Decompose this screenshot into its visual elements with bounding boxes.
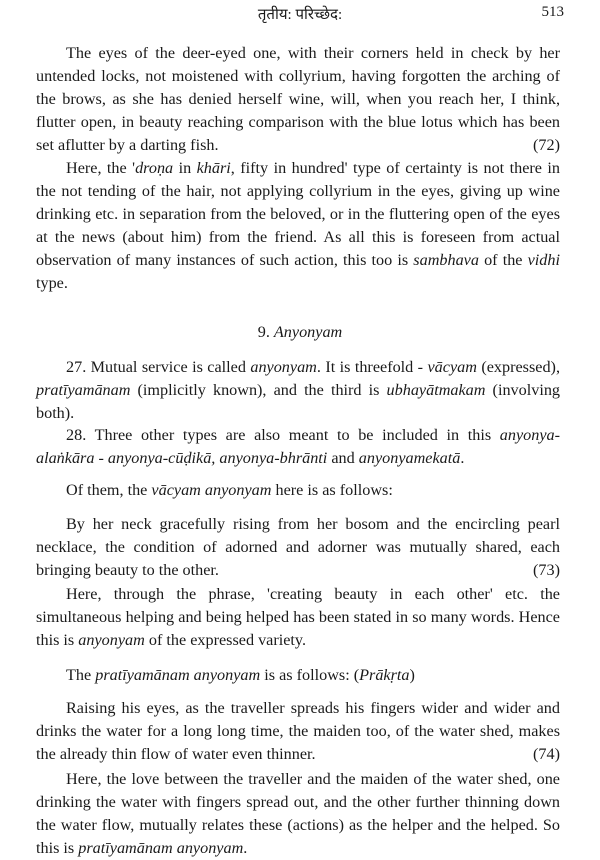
term-sambhava: sambhava: [413, 251, 479, 269]
paragraph-28: 28. Three other types are also meant to be included in this anyonya-alaṅkāra - anyonya-cūḍikā, anyonya-bhrānti and anyonyamekatā.: [36, 426, 560, 467]
term-drona: droṇa: [135, 159, 174, 177]
running-header: [0, 2, 600, 26]
paragraph-27: 27. Mutual service is called anyonyam. It is threefold - vācyam (expressed), pratīyamānam (implicitly known), and the third is ubhayātmakam (involving both).: [36, 358, 561, 422]
page-number: 513: [541, 4, 564, 20]
section-number: 9.: [257, 323, 274, 341]
running-title: तृतीय: परिच्छेद:: [257, 7, 343, 23]
explanation-74: Here, the love between the traveller and the maiden of the water shed, one drinking the water with fingers spread out, and the other further thinning down the water flow, mutually relates these (actions) as the helper and the helped. So this is pratīyamānam anyonyam.: [36, 770, 560, 857]
verse-text: By her neck gracefully rising from her bosom and the encircling pearl necklace, the condition of adorned and adorner was mutually shared, each bringing beauty to the other.: [36, 515, 560, 579]
vacyam-intro: Of them, the vācyam anyonyam here is as follows:: [66, 481, 393, 499]
term-khari: khāri: [196, 159, 231, 177]
verse-72-translation: [36, 42, 560, 157]
section-title: Anyonyam: [273, 323, 343, 341]
verse-73-translation: [36, 513, 560, 582]
verse-text: The eyes of the deer-eyed one, with their corners held in check by her untended locks, not moistened with collyrium, having forgotten the arching of the brows, as she has denied herself wine, will, when you reach her, I think, flutter open, in beauty reaching comparison with the blue lotus which has been set aflutter by a darting fish.: [36, 44, 560, 154]
pratiyamanam-intro: The pratīyamānam anyonyam is as follows: (Prākṛta): [66, 666, 415, 684]
term-vidhi: vidhi: [527, 251, 560, 269]
explanation-72: Here, the 'droṇa in khāri, fifty in hundred' type of certainty is not there in the not tending of the hair, not applying collyrium in the eyes, giving up wine drinking etc. in separation from the beloved, or in the fluttering open of the eyes at the news (about him) from the friend. As all this is foreseen from actual observation of many instances of such action, this too is sambhava of the vidhi type.: [36, 159, 560, 292]
verse-74-translation: [36, 697, 560, 766]
verse-number: (72): [533, 136, 560, 154]
verse-number: (74): [533, 745, 560, 763]
verse-number: (73): [533, 561, 560, 579]
section-heading: [0, 323, 600, 342]
verse-text: Raising his eyes, as the traveller spreads his fingers wider and wider and drinks the water for a long long time, the maiden too, of the water shed, makes the already thin flow of water even thinner.: [36, 699, 560, 763]
explanation-73: Here, through the phrase, 'creating beauty in each other' etc. the simultaneous helping and being helped has been stated in so many words. Hence this is anyonyam of the expressed variety.: [36, 585, 560, 649]
